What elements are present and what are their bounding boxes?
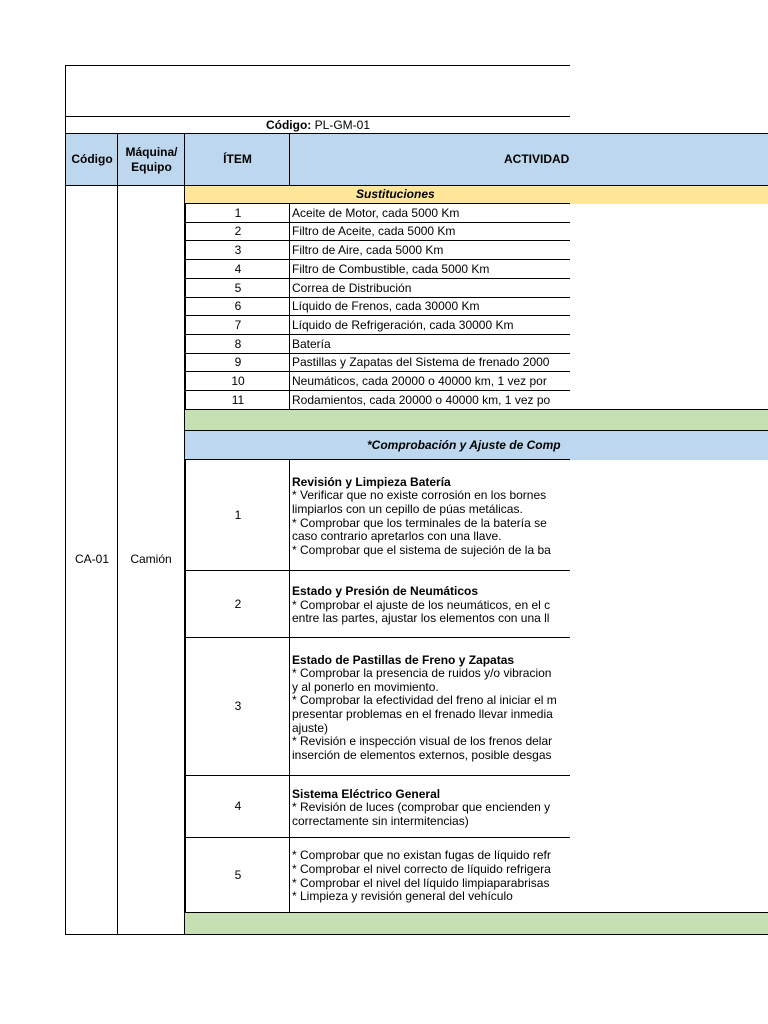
- header-maquina: [117, 133, 185, 186]
- sustitucion-item-number: 11: [185, 390, 290, 410]
- title-box: [65, 65, 570, 117]
- comprobacion-item-line: * Comprobar que los terminales de la batería se: [292, 515, 547, 530]
- sustitucion-item-number: 7: [185, 315, 290, 335]
- sustitucion-item-text: Filtro de Combustible, cada 5000 Km: [289, 259, 570, 279]
- comprobacion-item-title: Estado y Presión de Neumáticos: [292, 584, 479, 599]
- comprobacion-item-number: 3: [185, 637, 290, 776]
- sustitucion-item-text: Filtro de Aire, cada 5000 Km: [289, 240, 570, 260]
- comprobacion-item-line: entre las partes, ajustar los elementos con una ll: [292, 611, 550, 626]
- comprobacion-item-title: Estado de Pastillas de Freno y Zapatas: [292, 652, 515, 667]
- sustitucion-item-number: 10: [185, 371, 290, 391]
- section-sustituciones-title: Sustituciones: [356, 187, 435, 202]
- comprobacion-item-line: * Comprobar que no existan fugas de líquido refr: [292, 848, 551, 863]
- sustitucion-item-text: Neumáticos, cada 20000 o 40000 km, 1 vez por: [289, 371, 570, 391]
- header-actividad: [289, 133, 768, 186]
- separator-green-2: [185, 912, 768, 935]
- comprobacion-item-number: 5: [185, 837, 290, 913]
- sustitucion-item-text: Pastillas y Zapatas del Sistema de frenado 2000: [289, 353, 570, 372]
- comprobacion-item-number: 1: [185, 459, 290, 571]
- sustitucion-item-text: Batería: [289, 334, 570, 354]
- comprobacion-item-line: * Comprobar el ajuste de los neumáticos, en el c: [292, 597, 551, 612]
- code-row: [65, 116, 570, 134]
- comprobacion-item-line: y al ponerlo en movimiento.: [292, 679, 439, 694]
- comprobacion-item-line: limpiarlos con un cepillo de púas metálicas.: [292, 501, 523, 516]
- comprobacion-item-number: 2: [185, 570, 290, 638]
- machine-code: CA-01: [65, 185, 118, 935]
- comprobacion-item-line: * Limpieza y revisión general del vehículo: [292, 889, 513, 904]
- comprobacion-item-description: [289, 837, 570, 913]
- comprobacion-item-line: * Comprobar la efectividad del freno al iniciar el m: [292, 693, 557, 708]
- header-codigo: Código: [65, 133, 118, 186]
- header-actividad-text: ACTIVIDAD: [504, 152, 570, 167]
- sustitucion-item-text: Líquido de Frenos, cada 30000 Km: [289, 297, 570, 316]
- comprobacion-item-description: [289, 775, 570, 838]
- comprobacion-item-line: * Verificar que no existe corrosión en los bornes: [292, 488, 547, 503]
- code-value: PL-GM-01: [314, 117, 371, 132]
- sustitucion-item-number: 5: [185, 278, 290, 298]
- sustitucion-item-text: Filtro de Aceite, cada 5000 Km: [289, 222, 570, 241]
- comprobacion-item-description: [289, 570, 570, 638]
- header-maquina-line1: Máquina/: [125, 145, 178, 159]
- sustitucion-item-number: 6: [185, 297, 290, 316]
- section-comprobacion-title: *Comprobación y Ajuste de Comp: [367, 437, 561, 452]
- header-maquina-line2: Equipo: [131, 160, 172, 174]
- comprobacion-item-number: 4: [185, 775, 290, 838]
- sustitucion-item-number: 8: [185, 334, 290, 354]
- sustitucion-item-number: 1: [185, 203, 290, 223]
- sustitucion-item-text: Rodamientos, cada 20000 o 40000 km, 1 vez po: [289, 390, 570, 410]
- comprobacion-item-line: correctamente sin intermitencias): [292, 813, 469, 828]
- separator-green-1: [185, 409, 768, 431]
- sustitucion-item-number: 3: [185, 240, 290, 260]
- sustitucion-item-number: 2: [185, 222, 290, 241]
- comprobacion-item-line: caso contrario apretarlos con una llave.: [292, 529, 502, 544]
- comprobacion-item-line: ajuste): [292, 720, 329, 735]
- comprobacion-item-line: * Revisión de luces (comprobar que encienden y: [292, 800, 551, 815]
- sustitucion-item-number: 9: [185, 353, 290, 372]
- sustitucion-item-text: Correa de Distribución: [289, 278, 570, 298]
- comprobacion-item-description: [289, 637, 570, 776]
- section-comprobacion-header: [185, 430, 768, 460]
- comprobacion-item-line: * Revisión e inspección visual de los frenos delar: [292, 734, 553, 749]
- comprobacion-item-line: presentar problemas en el frenado llevar inmedia: [292, 707, 553, 721]
- comprobacion-item-title: Revisión y Limpieza Batería: [292, 474, 451, 489]
- comprobacion-item-line: inserción de elementos externos, posible desgas: [292, 747, 552, 762]
- machine-name: Camión: [117, 185, 185, 935]
- sustitucion-item-text: Aceite de Motor, cada 5000 Km: [289, 203, 570, 223]
- comprobacion-item-line: * Comprobar la presencia de ruidos y/o vibracion: [292, 666, 552, 681]
- comprobacion-item-description: [289, 459, 570, 571]
- sustitucion-item-text: Líquido de Refrigeración, cada 30000 Km: [289, 315, 570, 335]
- comprobacion-item-line: * Comprobar el nivel del líquido limpiaparabrisas: [292, 875, 550, 890]
- sustitucion-item-number: 4: [185, 259, 290, 279]
- section-sustituciones-header: [185, 185, 768, 204]
- comprobacion-item-title: Sistema Eléctrico General: [292, 786, 441, 801]
- comprobacion-item-line: * Comprobar el nivel correcto de líquido refrigera: [292, 861, 551, 876]
- comprobacion-item-line: * Comprobar que el sistema de sujeción de la ba: [292, 542, 551, 557]
- code-label: Código:: [265, 117, 312, 132]
- header-item: ÍTEM: [184, 133, 290, 186]
